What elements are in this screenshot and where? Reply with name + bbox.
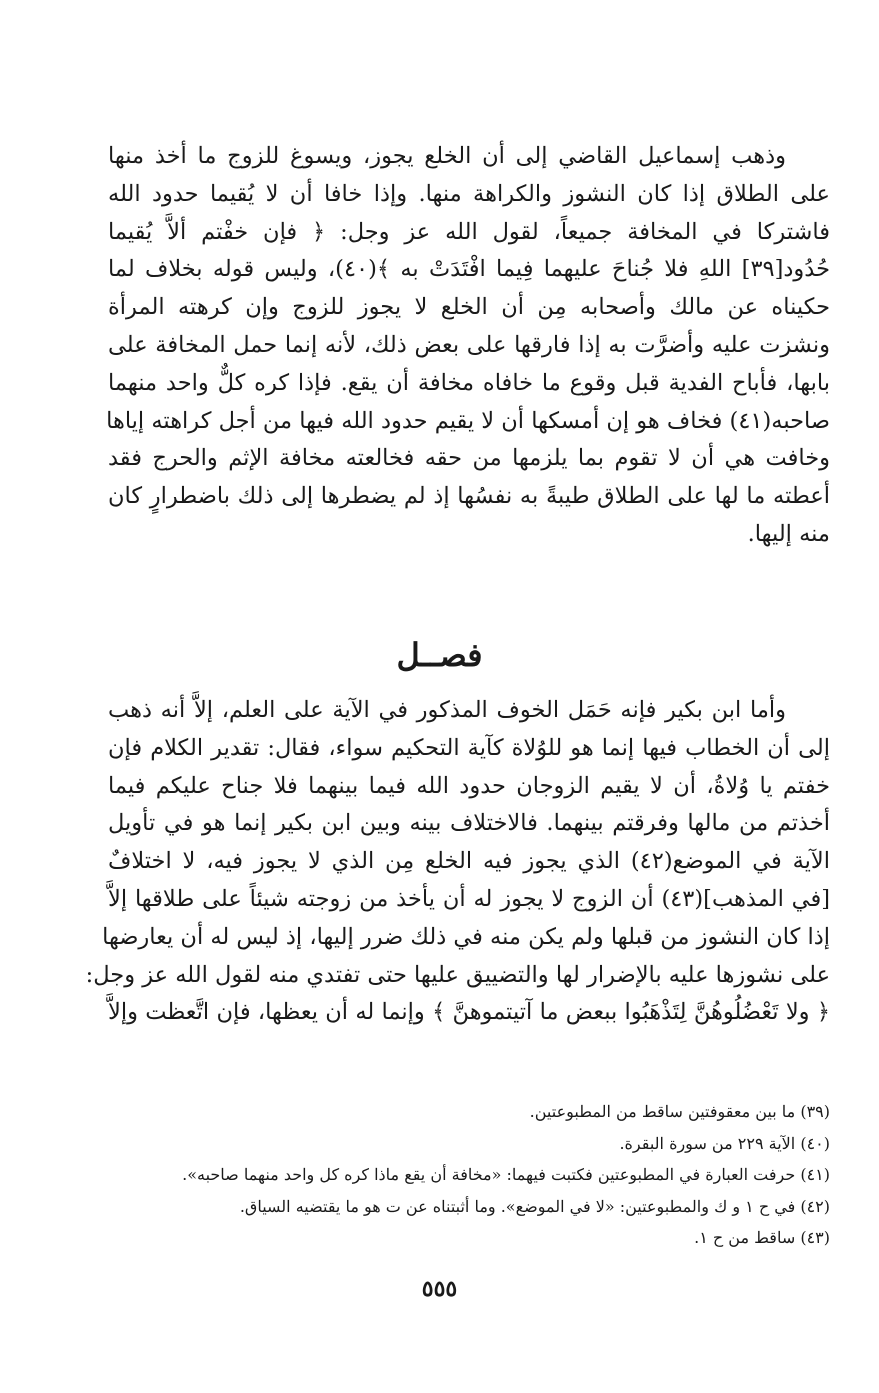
text-line: بابها، فأباح الفدية قبل وقوع ما خافاه مخافة أن يقع. فإذا كره كلٌّ واحد منهما [108,369,830,396]
text-line: وخافت هي أن لا تقوم بما يلزمها من حقه فخالعته مخافة الإثم والحرج فقد [108,445,830,472]
paragraph-1 [108,138,830,554]
text-line: خفتم يا وُلاةُ، أن لا يقيم الزوجان حدود الله فيما بينهما فلا جناح عليكم فيما [108,772,830,799]
text-line: إلى أن الخطاب فيها إنما هو للوُلاة كآية التحكيم سواء، فقال: تقدير الكلام فإن [108,734,830,761]
text-line: على الطلاق إذا كان النشوز والكراهة منها. وإذا خافا أن لا يُقيما حدود الله [108,180,830,207]
page-number: ٥٥٥ [421,1276,458,1302]
text-line: حكيناه عن مالك وأصحابه مِن أن الخلع لا يجوز للزوج وإن كرهته المرأة [108,294,830,321]
text-line: على نشوزها عليه بالإضرار لها والتضييق عليها حتى تفتدي منه لقول الله عز وجل: [85,961,830,988]
text-line: صاحبه(٤١) فخاف هو إن أمسكها أن لا يقيم حدود الله فيها من أجل كراهته إياها [106,407,830,434]
footnote-41: (٤١) حرفت العبارة في المطبوعتين فكتبت فيهما: «مخافة أن يقع ماذا كره كل واحد منهما صاحبه». [182,1165,830,1184]
text-line: أخذتم من مالها وفرقتم بينهما. فالاختلاف بينه وبين ابن بكير إنما هو في تأويل [108,810,830,837]
text-line: ونشزت عليه وأضرَّت به إذا فارقها على بعض ذلك، لأنه إنما حمل المخافة على [108,331,830,358]
text-line: الآية في الموضع(٤٢) الذي يجوز فيه الخلع مِن الذي لا يجوز فيه، لا اختلافٌ [108,848,830,875]
text-line: منه إليها. [747,520,830,547]
section-heading: فصــل [396,636,483,674]
footnote-39: (٣٩) ما بين معقوفتين ساقط من المطبوعتين. [529,1102,830,1121]
text-line: حُدُود[٣٩] اللهِ فلا جُناحَ عليهما فِيما افْتَدَتْ به ﴾(٤٠)، وليس قوله بخلاف لما [108,256,830,283]
text-line: إذا كان النشوز من قبلها ولم يكن منه في ذلك ضرر إليها، إذ ليس له أن يعارضها [102,923,830,950]
text-line: فاشتركا في المخافة جميعاً، لقول الله عز وجل: ﴿ فإن خفْتم ألاَّ يُقيما [108,218,830,245]
footnote-43: (٤٣) ساقط من ح ١. [694,1228,830,1247]
footnotes [108,1096,830,1254]
paragraph-2 [85,692,830,1032]
footnote-40: (٤٠) الآية ٢٢٩ من سورة البقرة. [619,1133,830,1153]
text-line: وذهب إسماعيل القاضي إلى أن الخلع يجوز، ويسوغ للزوج ما أخذ منها [108,143,786,169]
text-line: [في المذهب](٤٣) أن الزوج لا يجوز له أن يأخذ من زوجته شيئاً على طلاقها إلاَّ [108,885,830,912]
text-line: أعطته ما لها على الطلاق طيبةً به نفسُها إذ لم يضطرها إلى ذلك باضطرارٍ كان [108,483,830,510]
text-line: ﴿ ولا تَعْضُلُوهُنَّ لِتَذْهَبُوا ببعض ما آتيتموهنَّ ﴾ وإنما له أن يعظها، فإن اتَّعظت وإلاَّ [108,999,830,1026]
footnote-42: (٤٢) في ح ١ و ك والمطبوعتين: «لا في الموضع». وما أثبتناه عن ت هو ما يقتضيه السياق. [239,1196,830,1216]
text-line: وأما ابن بكير فإنه حَمَل الخوف المذكور في الآية على العلم، إلاَّ أنه ذهب [108,697,786,723]
